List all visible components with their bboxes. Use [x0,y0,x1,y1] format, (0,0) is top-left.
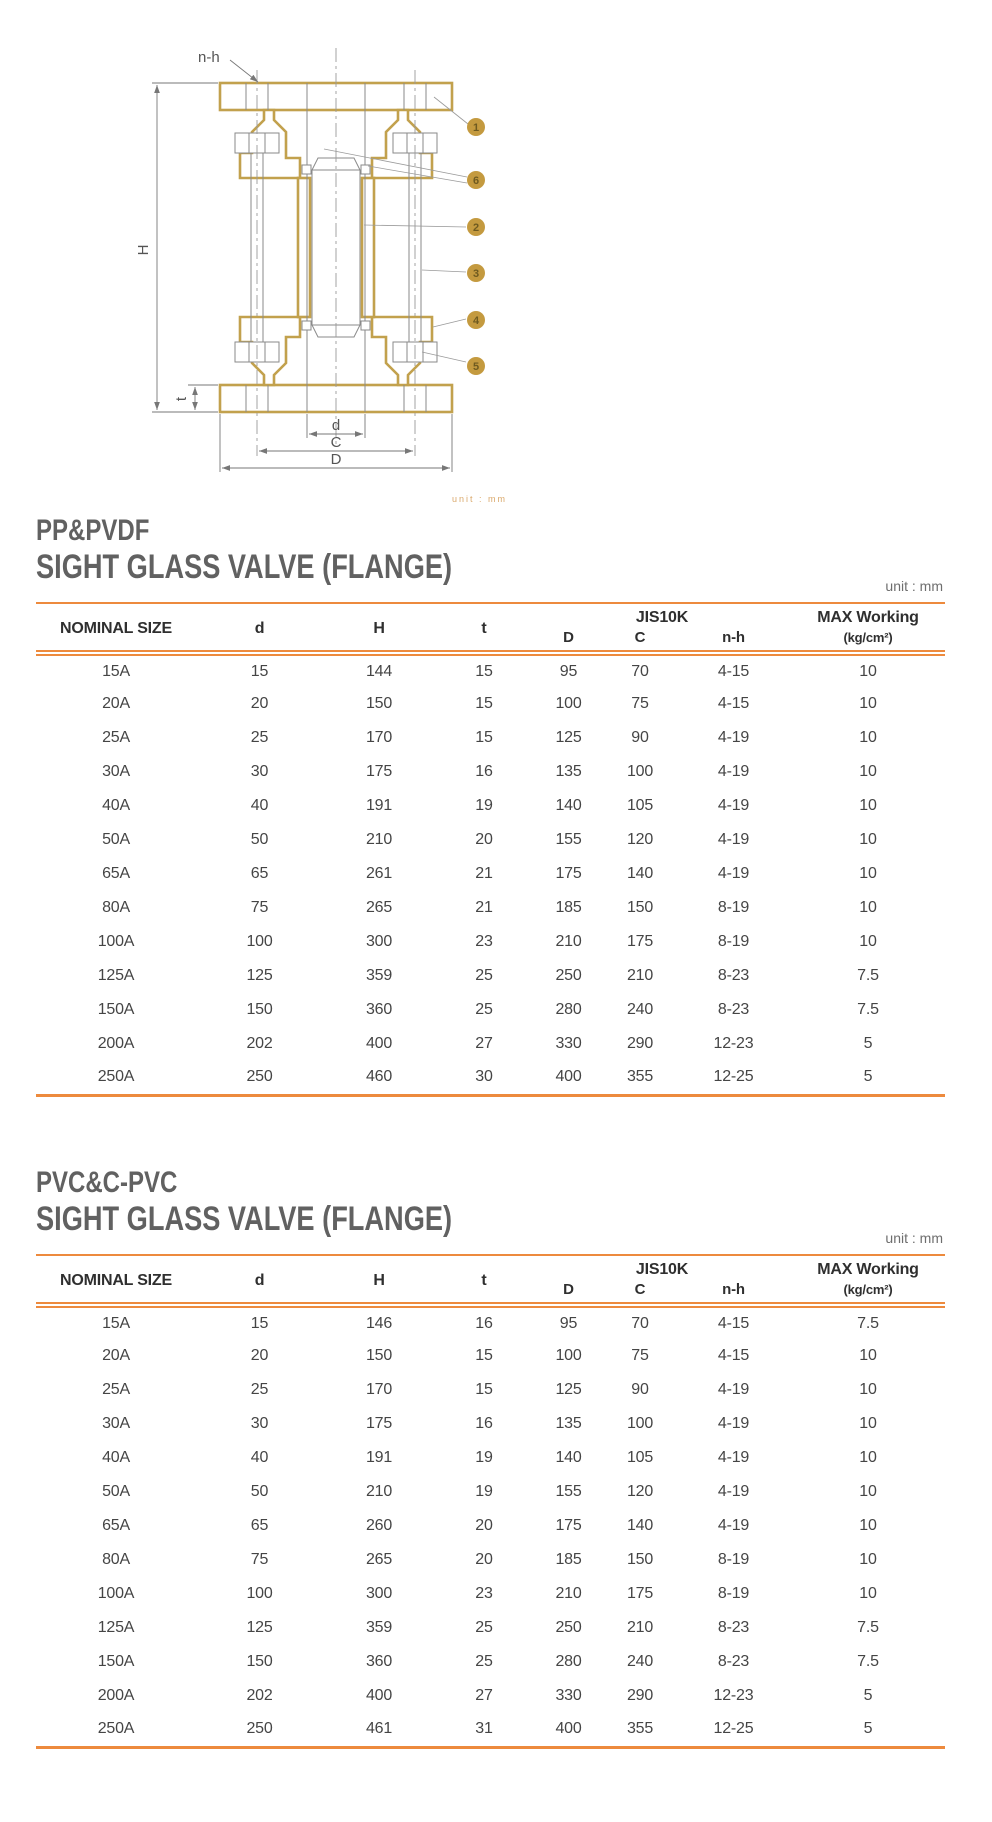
col-header-D: D [563,629,574,646]
callout-6: 6 [472,175,480,187]
table-cell: 65A [102,865,130,882]
table-cell: 280 [555,1653,582,1670]
spec-table-pp-pvdf [36,602,945,1097]
callout-1: 1 [472,122,480,134]
dim-label-C: C [330,434,342,451]
table-cell: 210 [365,1483,393,1500]
table-cell: 65 [250,1517,269,1534]
col-header-max-working: MAX Working [817,1261,919,1278]
table-cell: 4-19 [717,1381,750,1398]
table-cell: 19 [475,797,493,814]
table-cell: 210 [626,1619,654,1636]
table-cell: 10 [859,1551,877,1568]
table-cell: 140 [555,1449,582,1466]
table-cell: 8-19 [717,899,750,916]
col-header-nominal-size: NOMINAL SIZE [60,1272,172,1289]
col-header-n-h: n-h [722,629,745,646]
table-cell: 8-19 [717,1585,750,1602]
table-cell: 8-23 [717,967,750,984]
table-cell: 202 [246,1035,273,1052]
table-cell: 5 [863,1687,873,1704]
table-cell: 80A [102,899,130,916]
table-cell: 200A [97,1687,135,1704]
dim-label-H: H [135,244,152,256]
table-cell: 90 [631,1381,649,1398]
table-cell: 355 [626,1068,654,1086]
dim-label-d: d [331,417,341,434]
table-cell: 100 [626,1415,654,1432]
table-cell: 50A [102,831,130,848]
table-cell: 400 [365,1035,393,1052]
table-cell: 20 [475,1551,493,1568]
table-cell: 15 [250,662,269,680]
table-cell: 265 [365,1551,393,1568]
table-cell: 105 [626,1449,654,1466]
table-cell: 4-19 [717,763,750,780]
table-cell: 10 [859,1415,877,1432]
table-row [36,1713,945,1747]
table-cell: 150 [365,1347,393,1364]
table-cell: 100A [97,1585,135,1602]
table-row [36,959,945,993]
table-cell: 120 [626,831,654,848]
col-header-kg-cm2: (kg/cm²) [843,630,893,645]
table-cell: 15 [475,1381,493,1398]
table-cell: 359 [365,967,393,984]
table-cell: 4-15 [717,695,750,712]
table-cell: 150 [365,695,393,712]
table-cell: 30A [102,763,130,780]
table-cell: 120 [626,1483,654,1500]
dim-label-D: D [330,451,342,468]
table-cell: 261 [365,865,393,882]
table-cell: 175 [555,1517,582,1534]
table-cell: 265 [365,899,393,916]
table-cell: 15 [475,729,493,746]
table-row [36,1061,945,1095]
table-cell: 65 [250,865,269,882]
table-cell: 20 [475,1517,493,1534]
table-cell: 210 [626,967,654,984]
table-cell: 125 [555,729,582,746]
table-cell: 100 [246,933,273,950]
table-cell: 40A [102,797,130,814]
section-title-material: PVC&C-PVC [36,1166,178,1199]
table-cell: 175 [626,1585,654,1602]
table-cell: 100 [626,763,654,780]
table-cell: 50 [250,1483,269,1500]
table-cell: 100 [555,695,582,712]
table-cell: 20 [250,695,269,712]
table-cell: 31 [475,1720,493,1738]
table-cell: 150 [246,1653,273,1670]
table-cell: 175 [555,865,582,882]
table-cell: 355 [626,1720,654,1738]
table-cell: 250 [246,1068,273,1086]
table-cell: 250 [555,1619,582,1636]
table-cell: 400 [555,1068,582,1086]
table-cell: 7.5 [857,1619,879,1636]
col-header-t: t [481,1272,487,1289]
table-cell: 25A [102,729,130,746]
col-header-D: D [563,1281,574,1298]
table-cell: 30 [250,763,269,780]
table-cell: 95 [559,1314,578,1332]
section-header [36,1166,945,1254]
table-cell: 8-23 [717,1619,750,1636]
table-cell: 7.5 [857,1314,879,1332]
section-title-material: PP&PVDF [36,514,150,547]
table-cell: 175 [626,933,654,950]
table-cell: 5 [863,1068,873,1086]
table-cell: 360 [365,1653,393,1670]
table-cell: 27 [475,1035,493,1052]
table-cell: 5 [863,1720,873,1738]
table-cell: 10 [859,899,877,916]
table-cell: 290 [626,1687,654,1704]
table-cell: 16 [475,763,493,780]
col-header-H: H [373,620,385,637]
table-body [36,1305,945,1747]
table-cell: 50 [250,831,269,848]
table-cell: 27 [475,1687,493,1704]
table-cell: 4-19 [717,1449,750,1466]
table-cell: 4-19 [717,1517,750,1534]
table-cell: 19 [475,1483,493,1500]
col-group-jis10k: JIS10K [635,1261,689,1278]
table-cell: 140 [626,865,654,882]
table-cell: 10 [859,1347,877,1364]
table-row [36,1027,945,1061]
table-cell: 40 [250,797,269,814]
col-header-max-working: MAX Working [817,609,919,626]
table-row [36,857,945,891]
table-cell: 75 [631,695,649,712]
table-cell: 10 [859,1483,877,1500]
table-cell: 15 [475,695,493,712]
table-cell: 280 [555,1001,582,1018]
table-cell: 21 [475,865,493,882]
table-cell: 300 [365,933,393,950]
table-cell: 105 [626,797,654,814]
table-row [36,755,945,789]
section-pvc-cpvc [36,1166,945,1749]
table-cell: 170 [365,1381,393,1398]
table-cell: 140 [555,797,582,814]
unit-label: unit : mm [885,1230,943,1246]
table-cell: 200A [97,1035,135,1052]
col-header-n-h: n-h [722,1281,745,1298]
table-cell: 10 [859,763,877,780]
table-cell: 15A [102,662,130,680]
table-cell: 10 [859,865,877,882]
table-cell: 8-19 [717,933,750,950]
table-cell: 10 [859,797,877,814]
table-cell: 150 [626,899,654,916]
table-cell: 10 [859,695,877,712]
table-cell: 12-25 [713,1068,754,1086]
table-body [36,653,945,1095]
table-cell: 40A [102,1449,130,1466]
table-cell: 15 [475,1347,493,1364]
table-cell: 20A [102,695,130,712]
table-cell: 185 [555,899,582,916]
table-cell: 16 [475,1415,493,1432]
col-header-H: H [373,1272,385,1289]
callout-2: 2 [472,222,480,234]
table-cell: 260 [365,1517,393,1534]
table-cell: 250 [555,967,582,984]
section-title-product: SIGHT GLASS VALVE (FLANGE) [36,1200,453,1238]
table-cell: 10 [859,933,877,950]
table-cell: 25 [475,1001,493,1018]
table-cell: 202 [246,1687,273,1704]
table-cell: 150 [626,1551,654,1568]
table-cell: 25 [475,967,493,984]
housing-wall-right [362,178,374,317]
table-row [36,1645,945,1679]
table-cell: 155 [555,831,582,848]
table-cell: 185 [555,1551,582,1568]
table-cell: 10 [859,1517,877,1534]
table-head [36,1255,945,1305]
table-cell: 4-19 [717,797,750,814]
table-cell: 4-19 [717,865,750,882]
dim-label-t: t [173,396,190,402]
table-row [36,823,945,857]
table-cell: 70 [631,1314,649,1332]
table-cell: 300 [365,1585,393,1602]
col-header-d: d [254,1272,265,1289]
table-row [36,1305,945,1339]
table-cell: 210 [555,933,582,950]
table-cell: 150 [246,1001,273,1018]
table-cell: 25 [475,1653,493,1670]
table-row [36,891,945,925]
sight-glass-valve-diagram [110,25,508,504]
table-cell: 70 [631,662,649,680]
table-cell: 144 [365,662,393,680]
callout-3: 3 [472,268,480,280]
table-cell: 30A [102,1415,130,1432]
table-cell: 100 [555,1347,582,1364]
table-cell: 7.5 [857,967,879,984]
table-cell: 8-19 [717,1551,750,1568]
table-cell: 140 [626,1517,654,1534]
table-cell: 250A [97,1720,135,1738]
col-group-jis10k: JIS10K [635,609,689,626]
table-cell: 460 [365,1068,393,1086]
table-cell: 30 [250,1415,269,1432]
table-cell: 10 [859,1585,877,1602]
table-cell: 80A [102,1551,130,1568]
table-row [36,653,945,687]
col-header-kg-cm2: (kg/cm²) [843,1282,893,1297]
table-cell: 65A [102,1517,130,1534]
table-cell: 75 [631,1347,649,1364]
table-cell: 15 [475,662,493,680]
table-cell: 170 [365,729,393,746]
table-cell: 10 [859,729,877,746]
table-cell: 15 [250,1314,269,1332]
table-cell: 90 [631,729,649,746]
table-cell: 4-19 [717,1415,750,1432]
col-header-C: C [634,629,646,646]
table-cell: 8-23 [717,1653,750,1670]
table-row [36,925,945,959]
table-cell: 25 [475,1619,493,1636]
table-cell: 4-19 [717,831,750,848]
table-row [36,687,945,721]
table-cell: 461 [365,1720,393,1738]
table-cell: 240 [626,1001,654,1018]
table-row [36,1509,945,1543]
table-cell: 4-15 [717,1347,750,1364]
table-cell: 125A [97,1619,135,1636]
table-row [36,1339,945,1373]
table-cell: 155 [555,1483,582,1500]
table-cell: 330 [555,1035,582,1052]
table-cell: 10 [859,1449,877,1466]
table-cell: 25 [250,1381,269,1398]
table-row [36,993,945,1027]
table-head [36,603,945,653]
table-cell: 150A [97,1001,135,1018]
table-cell: 135 [555,1415,582,1432]
table-cell: 360 [365,1001,393,1018]
table-cell: 150A [97,1653,135,1670]
table-cell: 12-23 [713,1035,754,1052]
col-header-C: C [634,1281,646,1298]
col-header-nominal-size: NOMINAL SIZE [60,620,172,637]
table-cell: 125 [246,1619,273,1636]
table-row [36,1577,945,1611]
table-cell: 146 [365,1314,393,1332]
table-cell: 359 [365,1619,393,1636]
table-cell: 125 [246,967,273,984]
table-row [36,1543,945,1577]
table-cell: 25 [250,729,269,746]
table-cell: 19 [475,1449,493,1466]
table-cell: 95 [559,662,578,680]
table-row [36,1441,945,1475]
table-cell: 4-15 [717,1314,750,1332]
table-cell: 4-19 [717,729,750,746]
table-cell: 23 [475,933,493,950]
table-cell: 50A [102,1483,130,1500]
unit-label: unit : mm [885,578,943,594]
table-row [36,1679,945,1713]
table-row [36,789,945,823]
table-row [36,1407,945,1441]
table-cell: 400 [555,1720,582,1738]
table-cell: 30 [475,1068,493,1086]
section-title-product: SIGHT GLASS VALVE (FLANGE) [36,548,453,586]
table-cell: 290 [626,1035,654,1052]
callout-5: 5 [472,361,480,373]
table-cell: 12-23 [713,1687,754,1704]
table-cell: 40 [250,1449,269,1466]
callout-badges [467,118,485,375]
table-cell: 20 [250,1347,269,1364]
table-cell: 4-15 [717,662,750,680]
table-cell: 23 [475,1585,493,1602]
table-row [36,1475,945,1509]
table-cell: 191 [365,1449,393,1466]
cropped-unit-note: unit : mm [452,494,508,504]
table-cell: 4-19 [717,1483,750,1500]
table-cell: 210 [365,831,393,848]
table-cell: 250A [97,1068,135,1086]
section-header [36,514,945,602]
table-cell: 175 [365,763,393,780]
table-row [36,1373,945,1407]
table-cell: 15A [102,1314,130,1332]
col-header-t: t [481,620,487,637]
valve-technical-drawing [110,25,508,508]
table-cell: 250 [246,1720,273,1738]
table-cell: 240 [626,1653,654,1670]
table-cell: 10 [859,662,877,680]
table-cell: 20 [475,831,493,848]
table-row [36,721,945,755]
table-cell: 10 [859,831,877,848]
table-cell: 210 [555,1585,582,1602]
table-cell: 75 [250,1551,269,1568]
dim-label-n-h: n-h [198,49,220,66]
callout-4: 4 [472,315,480,327]
table-cell: 10 [859,1381,877,1398]
table-cell: 135 [555,763,582,780]
table-cell: 20A [102,1347,130,1364]
table-cell: 16 [475,1314,493,1332]
table-cell: 25A [102,1381,130,1398]
col-header-d: d [254,620,265,637]
table-cell: 7.5 [857,1653,879,1670]
table-cell: 8-23 [717,1001,750,1018]
spec-table-pvc-cpvc [36,1254,945,1749]
section-pp-pvdf [36,514,945,1097]
table-cell: 21 [475,899,493,916]
table-cell: 5 [863,1035,873,1052]
table-cell: 12-25 [713,1720,754,1738]
table-cell: 7.5 [857,1001,879,1018]
table-cell: 191 [365,797,393,814]
housing-wall-left [298,178,310,317]
table-cell: 330 [555,1687,582,1704]
table-cell: 100 [246,1585,273,1602]
table-cell: 100A [97,933,135,950]
table-cell: 400 [365,1687,393,1704]
table-cell: 175 [365,1415,393,1432]
table-row [36,1611,945,1645]
table-cell: 125 [555,1381,582,1398]
table-cell: 75 [250,899,269,916]
table-cell: 125A [97,967,135,984]
